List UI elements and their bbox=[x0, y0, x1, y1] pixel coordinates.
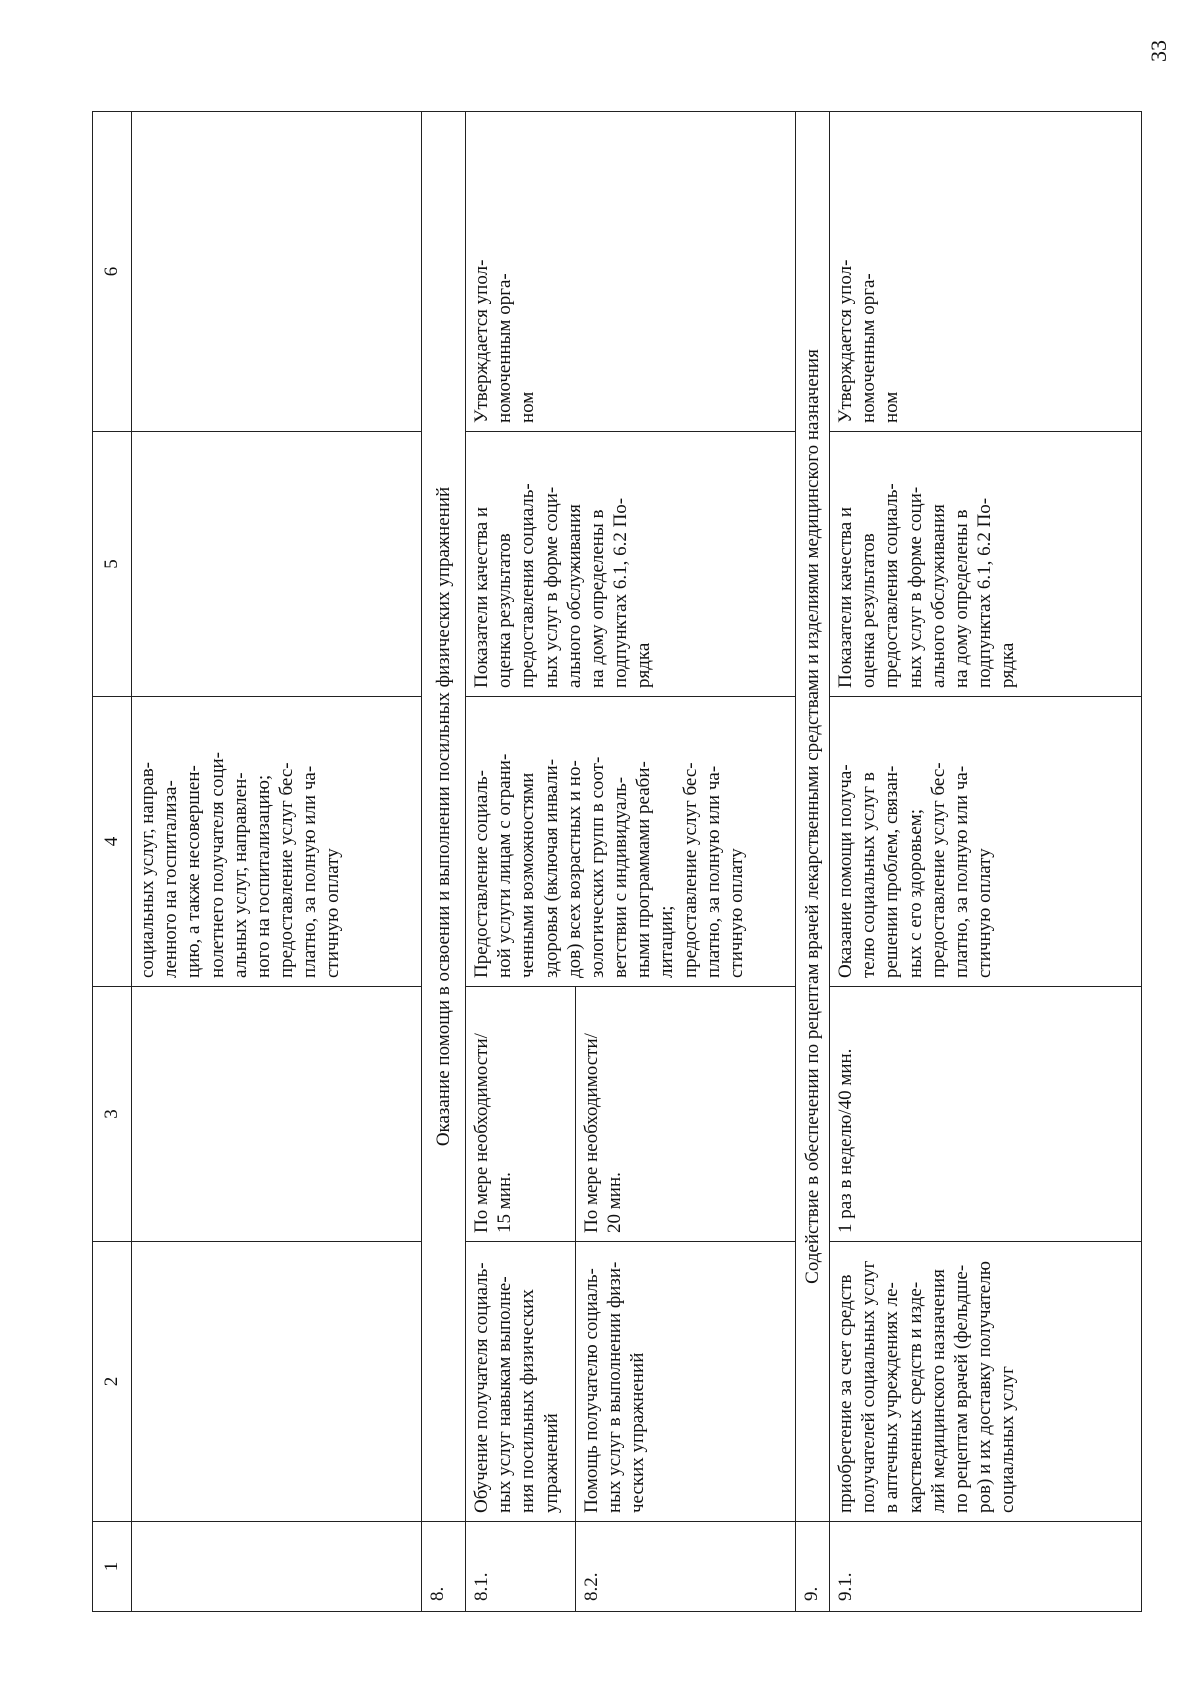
header-col-1: 1 bbox=[93, 1522, 132, 1612]
cont-cell-5 bbox=[132, 432, 422, 697]
section-9-title: Содействие в обеспечении по рецептам врачей лекарственными средствами и изделиями медицинского назначения bbox=[796, 112, 830, 1522]
header-col-6: 6 bbox=[93, 112, 132, 432]
cont-cell-2 bbox=[132, 1242, 422, 1522]
row-8-1-frequency: По мере необходимости/ 15 мин. bbox=[466, 987, 576, 1242]
row-9-1-service: приобретение за счет средств получателей социальных услуг в аптечных учреждениях ле- карственных средств и изде- лий медицинского назначения по рецептам врачей (фельдше- ров) и их доставку получателю социальных услуг bbox=[830, 1242, 1142, 1522]
table-row-8-1 bbox=[466, 112, 576, 1612]
section-row-8 bbox=[422, 112, 466, 1612]
services-table bbox=[92, 111, 1142, 1612]
cont-cell-6 bbox=[132, 112, 422, 432]
cont-cell-4: социальных услуг, направ- ленного на госпитализа- цию, а также несовершен- нолетнего получателя соци- альных услуг, направлен- ного на госпитализацию; предоставление услуг бес- платно, за полную или ча- стичную оплату bbox=[132, 697, 422, 987]
row-8-2-service: Помощь получателю социаль- ных услуг в выполнении физи- ческих упражнений bbox=[576, 1242, 796, 1522]
header-col-3: 3 bbox=[93, 987, 132, 1242]
page-number: 33 bbox=[1146, 40, 1171, 62]
row-9-1-approval: Утверждается упол- номоченным орга- ном bbox=[830, 112, 1142, 432]
section-9-number: 9. bbox=[796, 1522, 830, 1612]
row-9-1-quality: Показатели качества и оценка результатов предоставления социаль- ных услуг в форме соци- ального обслуживания на дому определены в подпунктах 6.1, 6.2 По- рядка bbox=[830, 432, 1142, 697]
row-9-1-frequency: 1 раз в неделю/40 мин. bbox=[830, 987, 1142, 1242]
row-8-1-service: Обучение получателя социаль- ных услуг навыкам выполне- ния посильных физических упражнений bbox=[466, 1242, 576, 1522]
row-8-approval: Утверждается упол- номоченным орга- ном bbox=[466, 112, 796, 432]
cont-cell-3 bbox=[132, 987, 422, 1242]
row-8-description: Предоставление социаль- ной услуги лицам с ограни- ченными возможностями здоровья (включая инвали- дов) всех возрастных и но- зологических групп в соот- ветствии с индивидуаль- ными программами реаби- литации; предоставление услуг бес- платно, за полную или ча- стичную оплату bbox=[466, 697, 796, 987]
section-8-title: Оказание помощи в освоении и выполнении посильных физических упражнений bbox=[422, 112, 466, 1522]
cont-cell-1 bbox=[132, 1522, 422, 1612]
header-col-5: 5 bbox=[93, 432, 132, 697]
row-8-2-frequency: По мере необходимости/ 20 мин. bbox=[576, 987, 796, 1242]
header-col-4: 4 bbox=[93, 697, 132, 987]
header-col-2: 2 bbox=[93, 1242, 132, 1522]
row-8-quality: Показатели качества и оценка результатов предоставления социаль- ных услуг в форме соци- ального обслуживания на дому определены в подпунктах 6.1, 6.2 По- рядка bbox=[466, 432, 796, 697]
table-row-9-1 bbox=[830, 112, 1142, 1612]
section-8-number: 8. bbox=[422, 1522, 466, 1612]
header-row bbox=[93, 112, 132, 1612]
section-row-9 bbox=[796, 112, 830, 1612]
row-8-2-number: 8.2. bbox=[576, 1522, 796, 1612]
row-8-1-number: 8.1. bbox=[466, 1522, 576, 1612]
row-9-1-description: Оказание помощи получа- телю социальных услуг в решении проблем, связан- ных с его здоровьем; предоставление услуг бес- платно, за полную или ча- стичную оплату bbox=[830, 697, 1142, 987]
table-row-continued bbox=[132, 112, 422, 1612]
row-9-1-number: 9.1. bbox=[830, 1522, 1142, 1612]
rotated-table-wrapper bbox=[92, 112, 1142, 1612]
